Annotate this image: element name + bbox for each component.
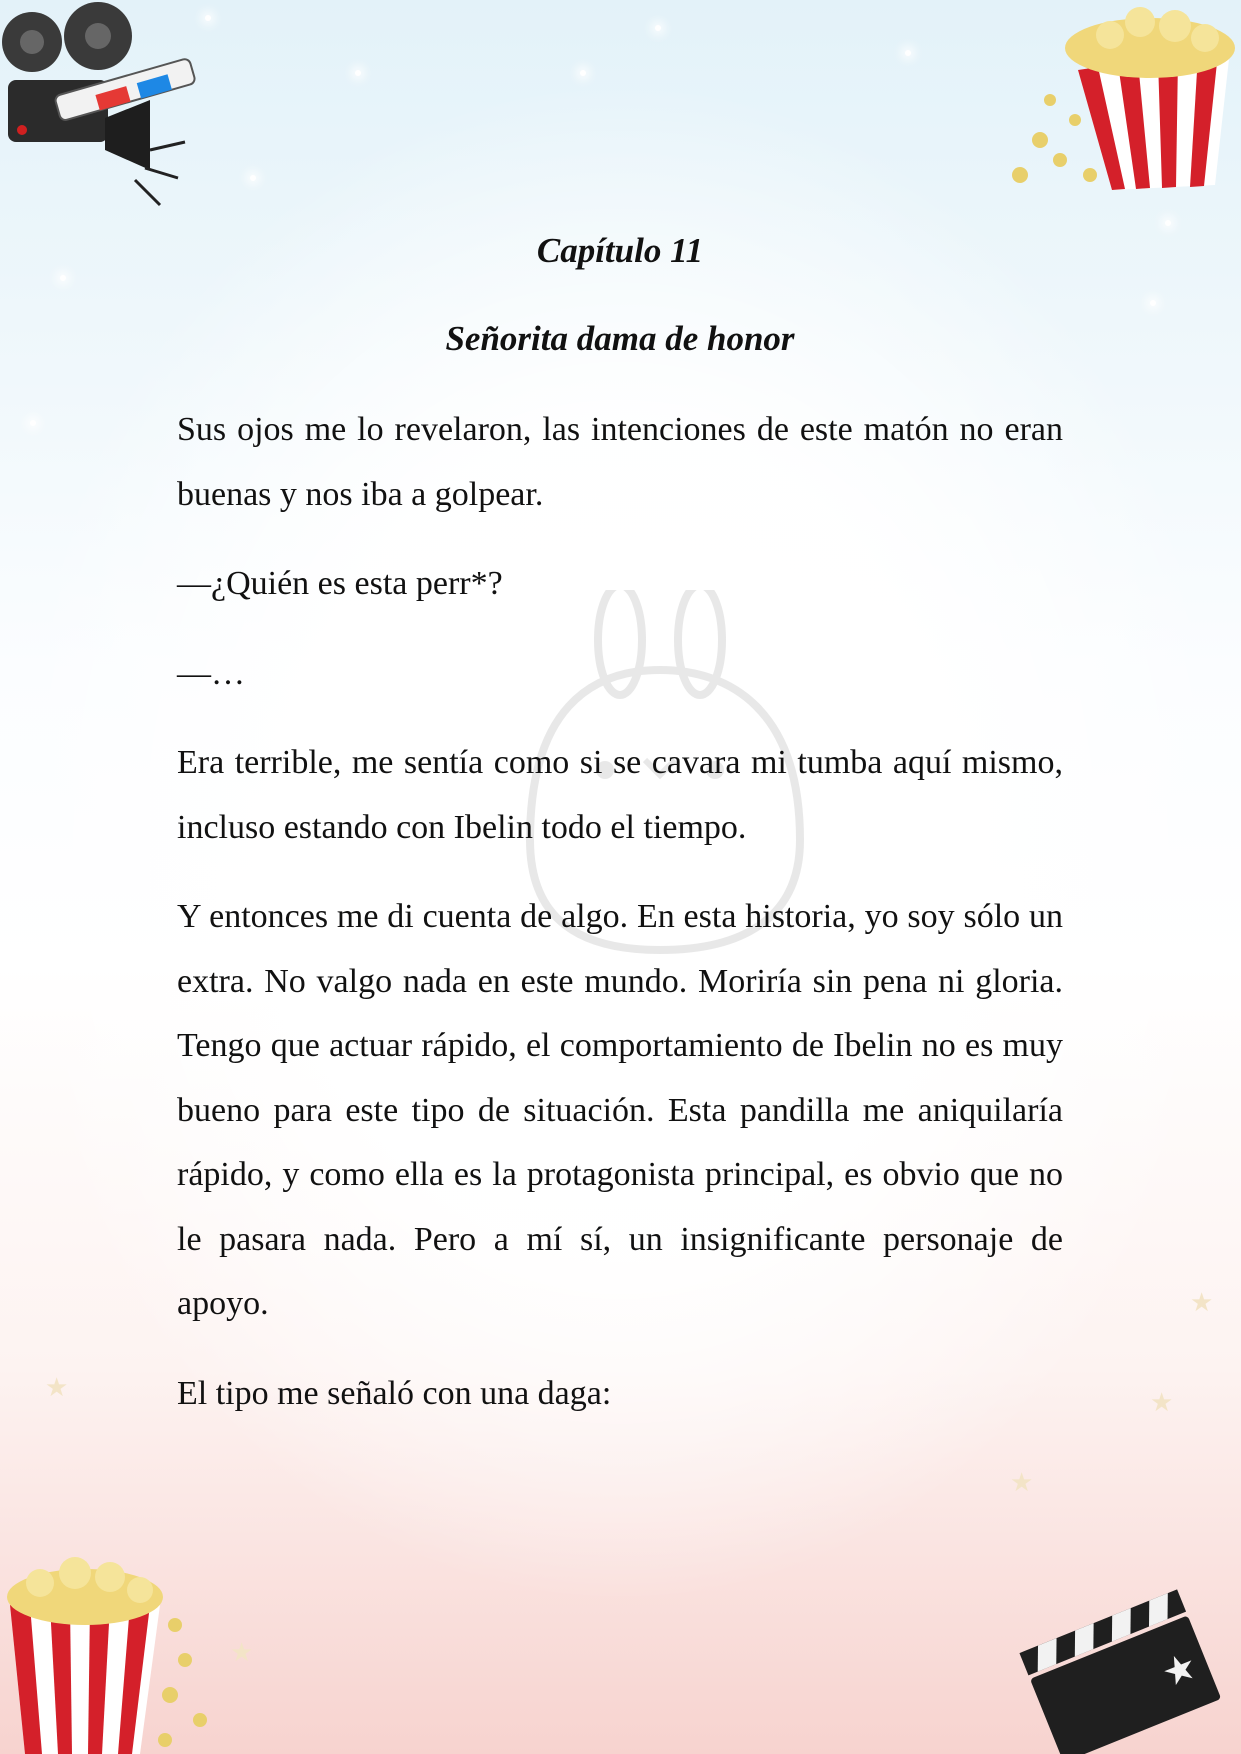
chapter-page	[177, 230, 1063, 1426]
sparkle	[355, 70, 361, 76]
sparkle	[580, 70, 586, 76]
paragraph: —¿Quién es esta perr*?	[177, 565, 503, 602]
popcorn-bucket-icon	[1000, 0, 1241, 200]
paragraph: El tipo me señaló con una daga:	[177, 1374, 612, 1412]
svg-text:★: ★	[1155, 1642, 1204, 1697]
sparkle	[60, 275, 66, 281]
paragraph: Sus ojos me lo revelaron, las intenciones de este matón no eran buenas y nos iba a golpear.	[177, 411, 1063, 513]
chapter-subtitle: Señorita dama de honor	[445, 319, 795, 358]
star-icon: ★	[1150, 1388, 1174, 1417]
clapperboard-icon	[1010, 1575, 1241, 1754]
star-icon: ★	[1190, 1288, 1214, 1317]
paragraph: Era terrible, me sentía como si se cavara mi tumba aquí mismo, incluso estando con Ibelin todo el tiempo.	[177, 744, 1063, 846]
sparkle	[905, 50, 911, 56]
sparkle	[1150, 300, 1156, 306]
sparkle	[205, 15, 211, 21]
paragraph: Y entonces me di cuenta de algo. En esta historia, yo soy sólo un extra. No valgo nada en este mundo. Moriría sin pena ni gloria. Tengo que actuar rápido, el comportamiento de Ibelin no es muy bueno para este tipo de situación. Esta pandilla me aniquilaría rápido, y como ella es la protagonista principal, es obvio que no le pasara nada. Pero a mí sí, un insignificante personaje de apoyo.	[177, 898, 1063, 1322]
chapter-title: Capítulo 11	[536, 231, 704, 270]
sparkle	[655, 25, 661, 31]
star-icon: ★	[1010, 1468, 1034, 1497]
paragraph: —…	[177, 654, 245, 692]
film-camera-with-3d-glasses-icon	[0, 0, 200, 210]
star-icon: ★	[45, 1373, 69, 1402]
sparkle	[30, 420, 36, 426]
sparkle	[250, 175, 256, 181]
star-icon: ★	[230, 1638, 254, 1667]
sparkle	[1165, 220, 1171, 226]
popcorn-bucket-icon	[0, 1555, 240, 1754]
